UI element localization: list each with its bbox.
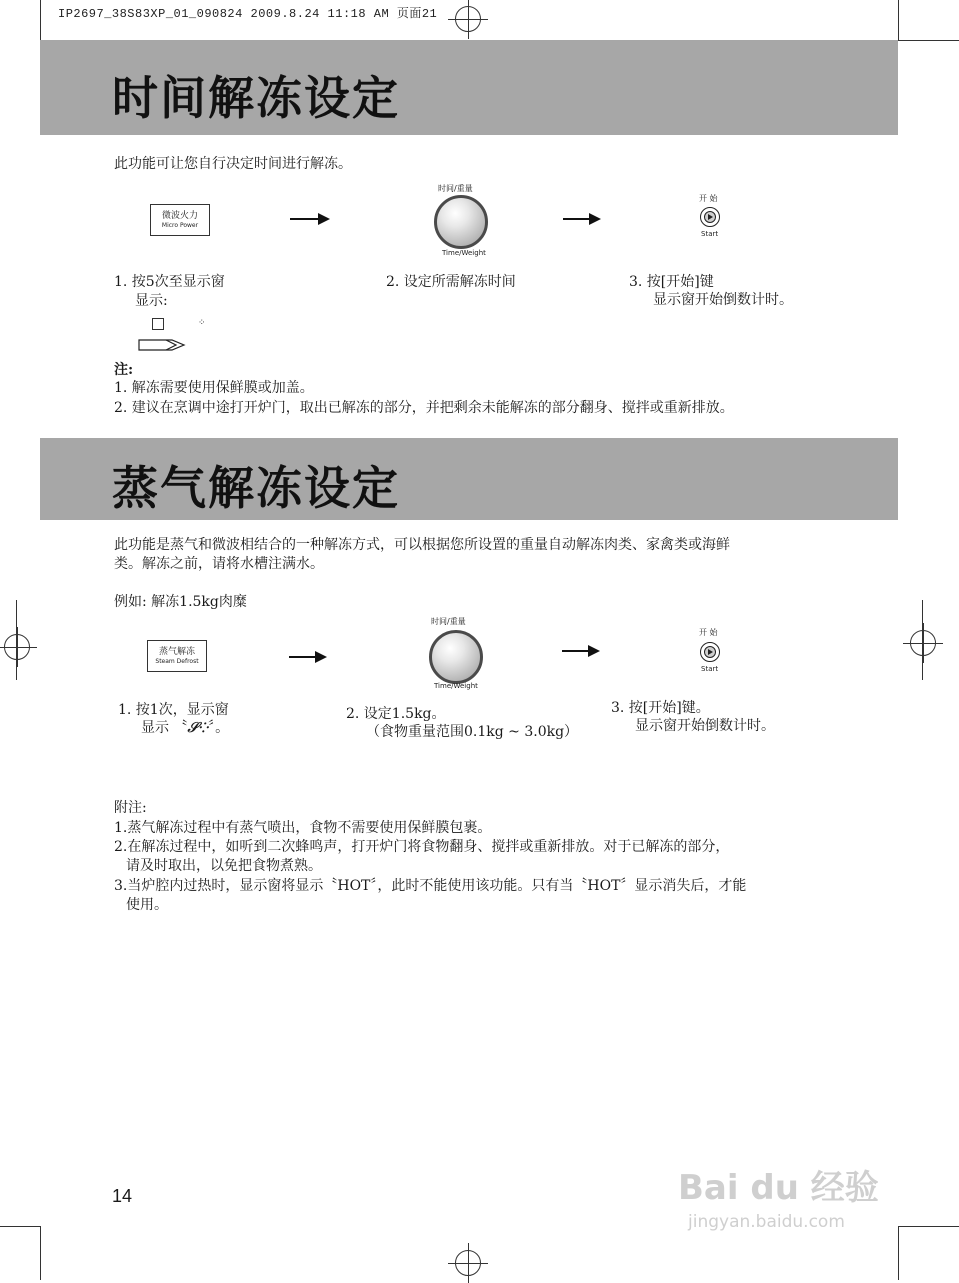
note-item: 请及时取出，以免把食物煮熟。 [126, 858, 322, 874]
steam-symbol-icon: 𝒮⁘ [187, 720, 209, 736]
section-title: 时间解冻设定 [112, 71, 400, 125]
dial-top-label: 时间/重量 [431, 617, 466, 626]
step-1-line2: 显示: [135, 293, 168, 309]
example-text: 例如: 解冻1.5kg肉糜 [114, 594, 247, 610]
crop-mark [898, 0, 899, 40]
watermark-url: jingyan.baidu.com [688, 1212, 845, 1232]
dial-top-label: 时间/重量 [438, 184, 473, 193]
time-weight-dial-icon [434, 195, 488, 249]
note-item: 1. 解冻需要使用保鲜膜或加盖。 [114, 380, 314, 396]
section-intro-line2: 类。解冻之前，请将水槽注满水。 [114, 556, 324, 572]
step-2-line2: （食物重量范围0.1kg ~ 3.0kg） [366, 724, 579, 740]
start-top-label: 开 始 [699, 628, 718, 637]
watermark-logo: Bai du 经验 [678, 1168, 879, 1208]
crop-mark [898, 1226, 959, 1227]
registration-mark-icon [455, 1250, 481, 1276]
section-title: 蒸气解冻设定 [112, 461, 400, 515]
dial-bottom-label: Time/Weight [442, 249, 486, 257]
flashing-arrow-icon [138, 338, 186, 352]
button-label-cn: 微波火力 [161, 211, 198, 221]
page-number: 14 [112, 1186, 133, 1206]
crop-mark [0, 1226, 40, 1227]
start-button-icon [700, 207, 720, 227]
start-bottom-label: Start [701, 665, 719, 673]
step-2-line1: 2. 设定1.5kg。 [346, 706, 446, 722]
section-intro: 此功能可让您自行决定时间进行解冻。 [114, 156, 352, 172]
notes-title: 注: [114, 362, 134, 378]
step-1-line2-end: 〞。 [208, 720, 230, 736]
note-item: 2. 建议在烹调中途打开炉门，取出已解冻的部分，并把剩余未能解冻的部分翻身、搅拌或重新排放。 [114, 400, 734, 416]
button-label-en: Steam Defrost [155, 658, 199, 665]
start-bottom-label: Start [701, 230, 719, 238]
notes-title: 附注: [114, 800, 147, 816]
print-header: IP2697_38S83XP_01_090824 2009.8.24 11:18 AM 页面21 [58, 7, 438, 21]
dial-bottom-label: Time/Weight [434, 682, 478, 690]
display-symbol-icon [152, 318, 164, 330]
step-3-line2: 显示窗开始倒数计时。 [635, 718, 775, 734]
step-2-line1: 2. 设定所需解冻时间 [386, 274, 516, 290]
steam-defrost-button [147, 640, 207, 672]
arrow-right-icon [289, 656, 325, 658]
arrow-right-icon [563, 218, 599, 220]
button-label-cn: 蒸气解冻 [158, 647, 195, 657]
micro-power-button [150, 204, 210, 236]
registration-mark-icon [4, 634, 30, 660]
crop-mark [898, 40, 959, 41]
note-item: 3.当炉腔内过热时，显示窗将显示〝HOT〞，此时不能使用该功能。只有当〝HOT〞显示消失后，才能 [114, 878, 747, 894]
note-item: 2.在解冻过程中，如听到二次蜂鸣声，打开炉门将食物翻身、搅拌或重新排放。对于已解冻的部分， [114, 839, 730, 855]
note-item: 1.蒸气解冻过程中有蒸气喷出，食物不需要使用保鲜膜包裹。 [114, 820, 492, 836]
registration-mark-icon [455, 6, 481, 32]
step-3-line2: 显示窗开始倒数计时。 [653, 292, 793, 308]
crop-mark [40, 1226, 41, 1280]
crop-mark [922, 600, 923, 680]
defrost-symbol-icon: ⁘ [198, 318, 206, 328]
time-weight-dial-icon [429, 630, 483, 684]
arrow-right-icon [290, 218, 328, 220]
crop-mark [898, 1226, 899, 1280]
start-top-label: 开 始 [699, 194, 718, 203]
arrow-right-icon [562, 650, 598, 652]
crop-mark [16, 600, 17, 680]
step-3-line1: 3. 按[开始]键。 [611, 700, 710, 716]
section-intro-line1: 此功能是蒸气和微波相结合的一种解冻方式，可以根据您所设置的重量自动解冻肉类、家禽类或海鲜 [114, 537, 730, 553]
step-1-line2 [141, 718, 229, 738]
step-1-line1: 1. 按1次，显示窗 [118, 702, 229, 718]
start-button-icon [700, 642, 720, 662]
note-item: 使用。 [126, 897, 168, 913]
section-banner [40, 40, 898, 135]
button-label-en: Micro Power [161, 222, 199, 229]
step-3-line1: 3. 按[开始]键 [629, 274, 714, 290]
section-banner [40, 438, 898, 520]
crop-mark [40, 0, 41, 40]
registration-mark-icon [910, 630, 936, 656]
step-1-line1: 1. 按5次至显示窗 [114, 274, 225, 290]
step-1-line2-start: 显示 〝 [141, 720, 188, 736]
